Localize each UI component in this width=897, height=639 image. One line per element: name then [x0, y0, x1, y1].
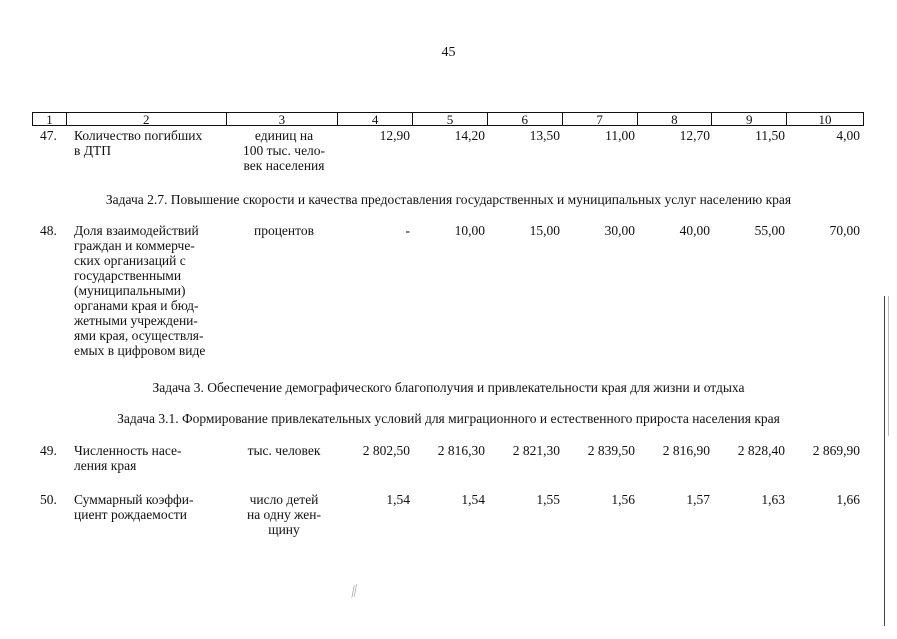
value-cell: 1,56	[611, 492, 635, 507]
text-line: ления края	[74, 458, 137, 473]
value-cell: 11,00	[605, 128, 635, 143]
text-line: жетными учреждени-	[74, 313, 198, 328]
text-line: 100 тыс. чело-	[242, 143, 326, 158]
value-cell: 12,70	[679, 128, 710, 143]
value-cell: 10,00	[454, 223, 485, 238]
text-line: Количество погибших	[74, 128, 203, 143]
scan-edge-line	[884, 296, 885, 626]
text-line: Доля взаимодействий	[74, 223, 199, 238]
row-number: 48.	[40, 223, 57, 238]
value-cell: 2 821,30	[512, 443, 560, 458]
column-header: 4	[338, 113, 413, 125]
value-cell: 1,54	[386, 492, 410, 507]
value-cell: 14,20	[454, 128, 485, 143]
value-cell: 70,00	[829, 223, 860, 238]
text-line: государственными	[74, 268, 182, 283]
task-heading: Задача 2.7. Повышение скорости и качества предоставления государственных и муниципальных услуг населению края	[105, 192, 792, 207]
page-number: 45	[441, 45, 456, 60]
value-cell: 2 839,50	[587, 443, 635, 458]
value-cell: 1,63	[761, 492, 785, 507]
column-header: 6	[488, 113, 563, 125]
scan-edge-line	[888, 296, 889, 436]
text-line: процентов	[253, 223, 314, 238]
text-line: циент рождаемости	[74, 507, 188, 522]
value-cell: 13,50	[529, 128, 560, 143]
row-number: 50.	[40, 492, 57, 507]
column-header: 5	[413, 113, 488, 125]
value-cell: 1,55	[536, 492, 560, 507]
task-heading: Задача 3.1. Формирование привлекательных условий для миграционного и естественного прироста населения края	[117, 411, 780, 426]
value-cell: 11,50	[755, 128, 785, 143]
value-cell: 2 816,30	[437, 443, 485, 458]
value-cell: 1,54	[461, 492, 485, 507]
value-cell: 2 802,50	[362, 443, 410, 458]
value-cell: 2 869,90	[812, 443, 860, 458]
value-cell: 40,00	[679, 223, 710, 238]
value-cell: -	[405, 223, 410, 238]
text-line: век населения	[243, 158, 325, 173]
text-line: емых в цифровом виде	[74, 343, 206, 358]
unit	[238, 128, 330, 173]
task-heading: Задача 3. Обеспечение демографического благополучия и привлекательности края для жизни и отдыха	[152, 380, 745, 395]
indicator-name	[74, 443, 234, 473]
column-header: 9	[712, 113, 787, 125]
text-line: Суммарный коэффи-	[74, 492, 194, 507]
value-cell: 15,00	[529, 223, 560, 238]
value-cell: 12,90	[379, 128, 410, 143]
indicator-name	[74, 128, 234, 158]
value-cell: 1,57	[686, 492, 710, 507]
text-line: (муниципальными)	[74, 283, 186, 298]
text-line: в ДТП	[74, 143, 111, 158]
value-cell: 55,00	[754, 223, 785, 238]
column-header: 3	[227, 113, 339, 125]
text-line: органами края и бюд-	[74, 298, 199, 313]
value-cell: 2 816,90	[662, 443, 710, 458]
value-cell: 1,66	[836, 492, 860, 507]
column-header: 8	[638, 113, 713, 125]
unit	[238, 443, 330, 458]
text-line: на одну жен-	[246, 507, 322, 522]
text-line: Численность насе-	[74, 443, 182, 458]
column-header: 1	[33, 113, 67, 125]
row-number: 47.	[40, 128, 57, 143]
column-header: 2	[67, 113, 227, 125]
pencil-mark-icon: ⁄⁄	[348, 582, 361, 601]
row-number: 49.	[40, 443, 57, 458]
text-line: ских организаций с	[74, 253, 186, 268]
text-line: тыс. человек	[247, 443, 321, 458]
indicator-name	[74, 223, 234, 358]
value-cell: 30,00	[604, 223, 635, 238]
unit	[238, 492, 330, 537]
indicator-name	[74, 492, 234, 522]
text-line: единиц на	[254, 128, 314, 143]
unit	[238, 223, 330, 238]
value-cell: 2 828,40	[737, 443, 785, 458]
table-header-row	[32, 112, 864, 126]
text-line: ями края, осуществля-	[74, 328, 204, 343]
column-header: 10	[818, 112, 832, 127]
text-line: граждан и коммерче-	[74, 238, 195, 253]
column-header: 7	[563, 113, 638, 125]
text-line: число детей	[249, 492, 319, 507]
text-line: щину	[268, 522, 300, 537]
value-cell: 4,00	[836, 128, 860, 143]
